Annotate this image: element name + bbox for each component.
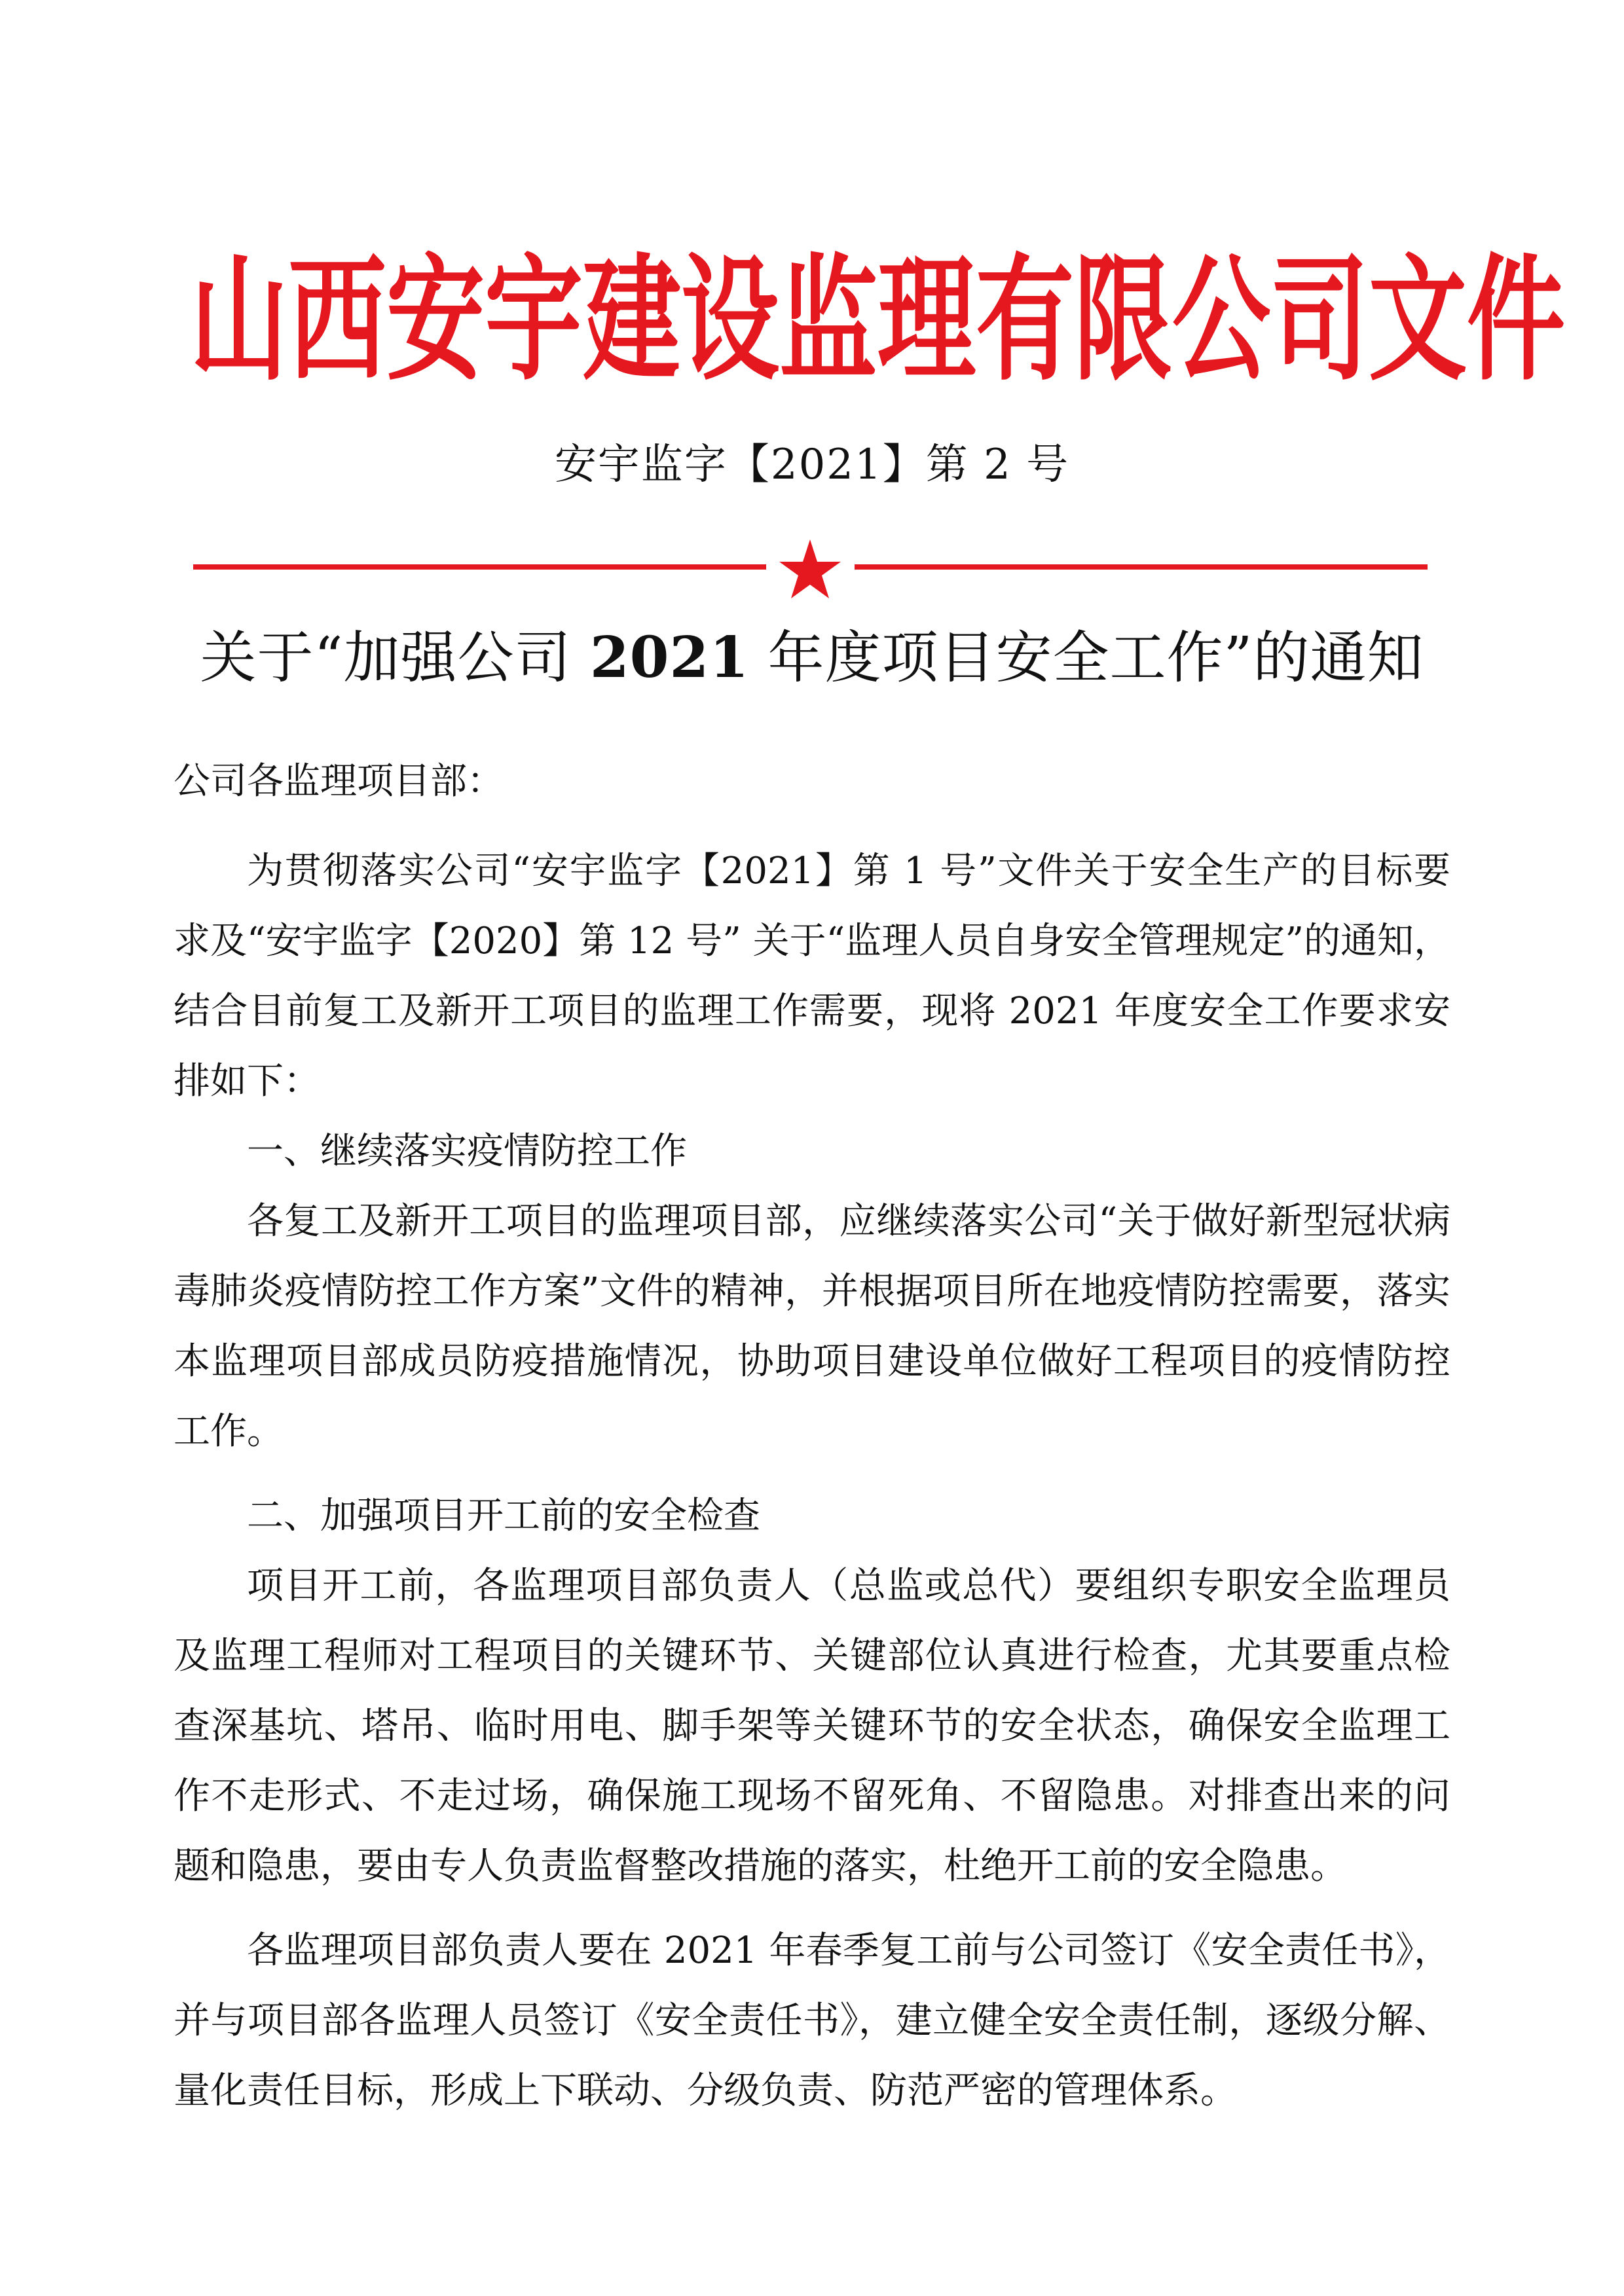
intro-paragraph: 为贯彻落实公司“安宇监字【2021】第 1 号”文件关于安全生产的目标要求及“安宇监字【2020】第 12 号” 关于“监理人员自身安全管理规定”的通知，结合目前复工及新开工项目的监理工作需要，现将 2021 年度安全工作要求安排如下： (174, 850, 1450, 1102)
section-2-paragraph-2: 各监理项目部负责人要在 2021 年春季复工前与公司签订《安全责任书》，并与项目部各监理人员签订《安全责任书》，建立健全安全责任制，逐级分解、量化责任目标，形成上下联动、分级负责、防范严密的管理体系。 (174, 1929, 1450, 2112)
document-body (174, 746, 1450, 2126)
issuer-header-title: 山西安宇建设监理有限公司文件 (190, 242, 1566, 400)
section-2-paragraph-1: 项目开工前，各监理项目部负责人（总监或总代）要组织专职安全监理员及监理工程师对工程项目的关键环节、关键部位认真进行检查，尤其要重点检查深基坑、塔吊、临时用电、脚手架等关键环节的安全状态，确保安全监理工作不走形式、不走过场，确保施工现场不留死角、不留隐患。对排查出来的问题和隐患，要由专人负责监督整改措施的落实，杜绝开工前的安全隐患。 (174, 1565, 1450, 1887)
separator-line-left (193, 564, 766, 570)
section-1-paragraph-1: 各复工及新开工项目的监理项目部，应继续落实公司“关于做好新型冠状病毒肺炎疫情防控工作方案”文件的精神，并根据项目所在地疫情防控需要，落实本监理项目部成员防疫措施情况，协助项目建设单位做好工程项目的疫情防控工作。 (174, 1200, 1450, 1453)
section-heading-2: 二、加强项目开工前的安全检查 (247, 1495, 760, 1537)
section-heading-1: 一、继续落实疫情防控工作 (247, 1130, 687, 1173)
notice-title-year: 2021 (589, 625, 750, 691)
separator-line-right (855, 564, 1428, 570)
star-icon (777, 537, 843, 602)
document-number: 安宇监字【2021】第 2 号 (554, 441, 1070, 489)
notice-title-prefix: 关于“加强公司 (200, 625, 590, 691)
notice-title (0, 619, 1624, 697)
red-separator (193, 534, 1428, 606)
notice-title-suffix: 年度项目安全工作”的通知 (749, 625, 1424, 691)
salutation: 公司各监理项目部： (174, 760, 504, 803)
